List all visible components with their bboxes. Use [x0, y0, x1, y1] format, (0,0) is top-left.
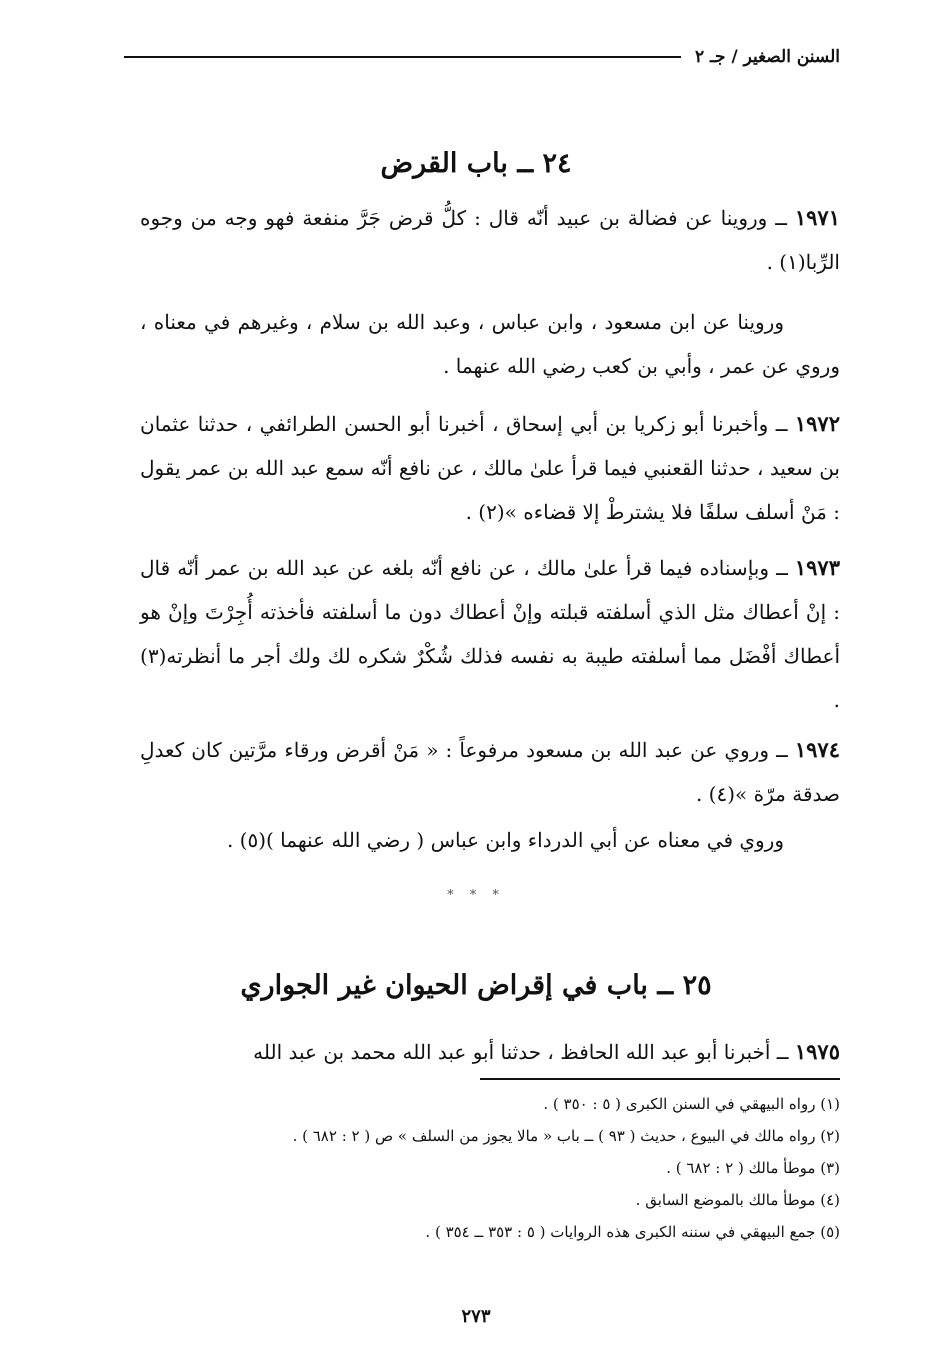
hadith-number: ١٩٧١ [794, 205, 840, 230]
hadith-text: ــ وروينا عن فضالة بن عبيد أنّه قال : كلُّ قرض جَرَّ منفعة فهو وجه من وجوه الرِّبا(١) . [140, 206, 840, 274]
hadith-text: ــ أخبرنا أبو عبد الله الحافظ ، حدثنا أبو عبد الله محمد بن عبد الله [253, 1040, 795, 1064]
hadith-1974 [140, 728, 840, 816]
running-head [124, 40, 840, 74]
hadith-number: ١٩٧٢ [794, 411, 840, 436]
footnote-1: (١) رواه البيهقي في السنن الكبرى ( ٥ : ٣٥٠ ) . [543, 1095, 840, 1113]
hadith-1973 [140, 546, 840, 722]
commentary-1971 [140, 300, 840, 388]
hadith-number: ١٩٧٣ [794, 555, 840, 580]
chapter-heading-24: ٢٤ ــ باب القرض [380, 148, 572, 179]
chapter-heading-25: ٢٥ ــ باب في إقراض الحيوان غير الجواري [240, 970, 712, 1001]
running-head-title: السنن الصغير / جـ ٢ [694, 47, 840, 67]
hadith-number: ١٩٧٥ [794, 1039, 840, 1064]
hadith-text: ــ وأخبرنا أبو زكريا بن أبي إسحاق ، أخبرنا أبو الحسن الطرائفي ، حدثنا عثمان بن سعيد ، حدثنا القعنبي فيما قرأ علىٰ مالك ، عن نافع أنّه سمع عبد الله بن عمر يقول : مَنْ أسلف سلفًا فلا يشترطْ إلا قضاءه »(٢) . [140, 412, 840, 524]
hadith-text: ــ وبإسناده فيما قرأ علىٰ مالك ، عن نافع أنّه بلغه عن عبد الله بن عمر أنّه قال : إنْ أعطاك مثل الذي أسلفته قبلته وإنْ أعطاك دون ما أسلفته فأخذته أُجِرْتَ وإنْ هو أعطاك أفْضَل مما أسلفته طيبة به نفسه فذلك شُكْرٌ شكره لك ولك أجر ما أنظرته(٣) . [140, 556, 840, 712]
footnote-rule [480, 1078, 840, 1080]
hadith-1975 [140, 1030, 840, 1074]
commentary-text: وروينا عن ابن مسعود ، وابن عباس ، وعبد الله بن سلام ، وغيرهم في معناه ، وروي عن عمر ، وأبي بن كعب رضي الله عنهما . [140, 310, 840, 378]
commentary-text: وروي في معناه عن أبي الدرداء وابن عباس ( رضي الله عنهما )(٥) . [226, 828, 784, 852]
footnotes [140, 1088, 840, 1248]
section-separator: * * * [447, 888, 505, 903]
page-number: ٢٧٣ [461, 1306, 491, 1327]
footnote-2: (٢) رواه مالك في البيوع ، حديث ( ٩٣ ) ــ باب « مالا يجوز من السلف » ص ( ٢ : ٦٨٢ ) . [292, 1127, 840, 1145]
hadith-number: ١٩٧٤ [794, 737, 840, 762]
hadith-text: ــ وروي عن عبد الله بن مسعود مرفوعاً : « مَنْ أقرض ورقاء مرَّتين كان كعدلِ صدقة مرّة »(٤) . [140, 738, 840, 806]
footnote-3: (٣) موطأ مالك ( ٢ : ٦٨٢ ) . [666, 1159, 840, 1177]
footnote-5: (٥) جمع البيهقي في سننه الكبرى هذه الروايات ( ٥ : ٣٥٣ ــ ٣٥٤ ) . [425, 1223, 840, 1241]
running-head-rule [124, 56, 681, 58]
hadith-1972 [140, 402, 840, 534]
hadith-1971 [140, 196, 840, 284]
commentary-1974 [140, 818, 840, 862]
footnote-4: (٤) موطأ مالك بالموضع السابق . [635, 1191, 840, 1209]
